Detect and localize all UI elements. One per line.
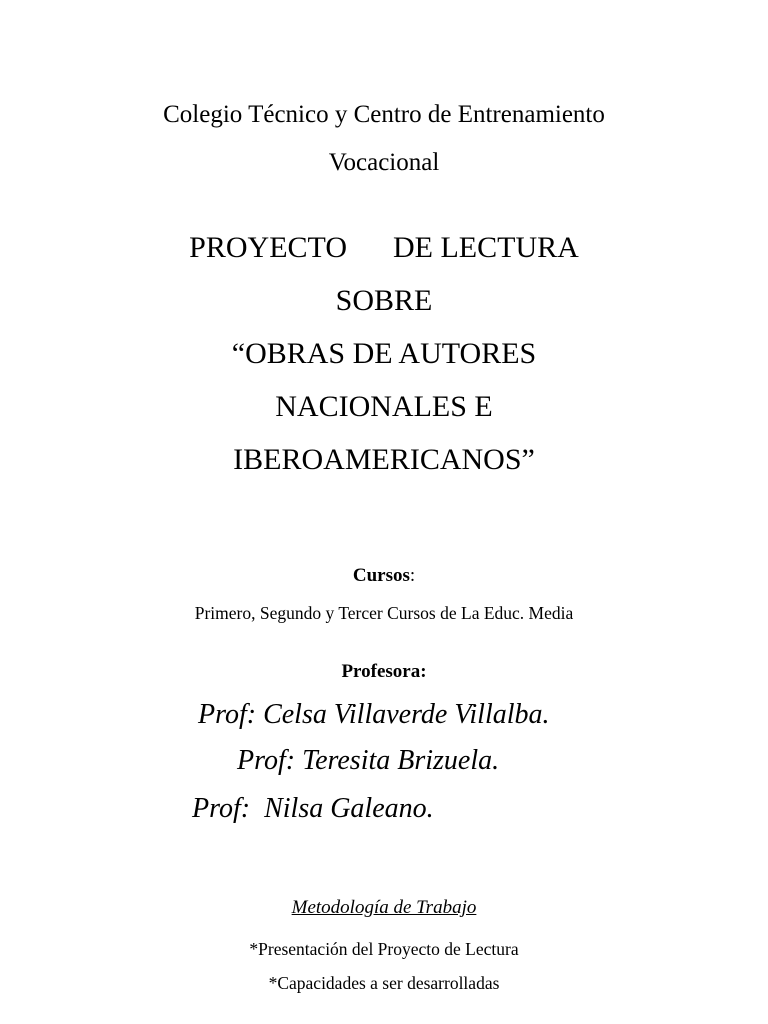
teacher-1-prefix: Prof: (198, 699, 257, 730)
project-title-line2: SOBRE (335, 284, 433, 317)
methodology-item-1: *Presentación del Proyecto de Lectura (249, 939, 519, 959)
school-name-line1: Colegio Técnico y Centro de Entrenamiento (163, 101, 605, 128)
courses-label (0, 565, 768, 587)
teacher-2 (237, 745, 499, 777)
title-word-de-lectura: DE LECTURA (392, 231, 579, 264)
courses-label-colon: : (409, 565, 416, 586)
teachers-label-text: Profesora: (341, 661, 427, 682)
methodology-heading: Metodología de Trabajo (291, 897, 477, 918)
project-title-line5: IBEROAMERICANOS” (233, 443, 535, 476)
teacher-3 (192, 793, 434, 825)
courses-label-text: Cursos (352, 565, 410, 586)
teacher-1-name: Celsa Villaverde Villalba. (263, 699, 550, 730)
teacher-3-prefix: Prof: (192, 793, 251, 824)
teacher-1 (198, 699, 550, 731)
teacher-2-prefix: Prof: (237, 745, 296, 776)
methodology-heading-wrap (0, 897, 768, 919)
teachers-label (0, 661, 768, 683)
project-title-line1 (0, 231, 768, 265)
teacher-3-name: Nilsa Galeano. (264, 793, 434, 824)
title-word-proyecto: PROYECTO (189, 231, 347, 264)
school-name-line2: Vocacional (328, 149, 440, 176)
project-title-line4: NACIONALES E (275, 390, 493, 423)
project-title-line3: “OBRAS DE AUTORES (231, 337, 537, 370)
teacher-2-name: Teresita Brizuela. (302, 745, 500, 776)
courses-value: Primero, Segundo y Tercer Cursos de La Educ. Media (194, 603, 574, 623)
methodology-item-2: *Capacidades a ser desarrolladas (268, 973, 500, 993)
